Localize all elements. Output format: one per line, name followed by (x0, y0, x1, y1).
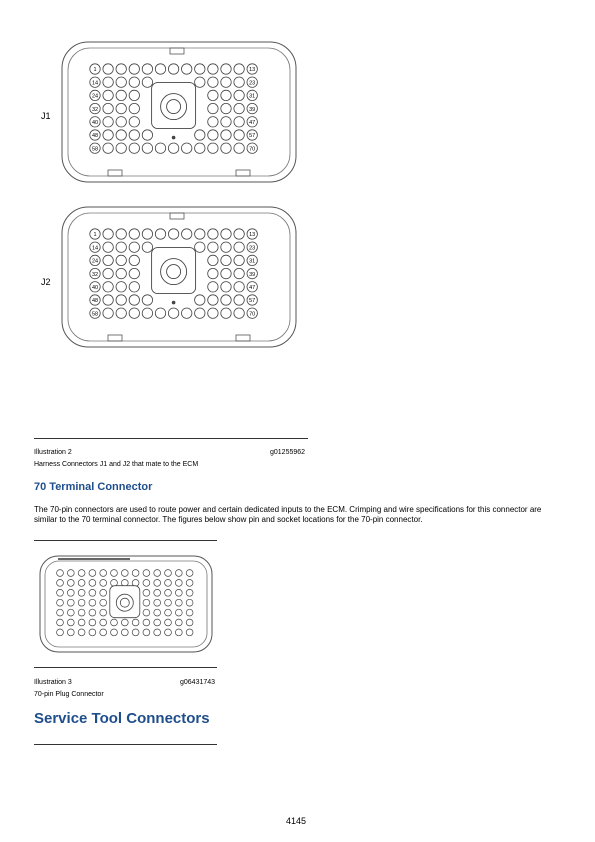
connector-j2-pin-label: 13 (249, 232, 256, 239)
connector-j2-index-dot (172, 301, 176, 305)
connector-j1-pin (103, 143, 113, 153)
connector-j2-pin (129, 282, 139, 292)
connector-j2-pin (155, 308, 165, 318)
connector-j2-pin-label: 40 (91, 285, 99, 291)
plug-pin (143, 599, 150, 606)
connector-j2-pin (116, 308, 126, 318)
figure-top-rule (34, 540, 217, 541)
connector-j1-pin (234, 103, 244, 113)
plug-pin (186, 599, 193, 606)
connector-j2-pin (168, 308, 178, 318)
connector-j2-pin (142, 308, 152, 318)
connector-j2-pin (208, 295, 218, 305)
plug-pin (175, 570, 182, 577)
connector-j2-pin-label: 39 (249, 271, 256, 278)
plug-pin (111, 580, 118, 587)
connector-j1-pin (221, 117, 231, 127)
plug-pin (100, 629, 107, 636)
connector-j1-pin (195, 77, 205, 87)
connector-j2-pin-label: 1 (93, 232, 97, 239)
connector-j1-pin (129, 143, 139, 153)
plug-pin (100, 599, 107, 606)
connector-j1-pin (208, 103, 218, 113)
connector-j2-pin (195, 242, 205, 252)
connector-j1-pin (116, 90, 126, 100)
connector-j2-pin (208, 308, 218, 318)
plug-pin (165, 619, 172, 626)
connector-j1-pin (142, 77, 152, 87)
plug-pin (78, 570, 85, 577)
illustration-label: Illustration 2 (34, 449, 72, 456)
plug-pin (165, 580, 172, 587)
illustration-code: g06431743 (180, 679, 216, 686)
section-heading: Service Tool Connectors (34, 710, 210, 727)
plug-pin (100, 580, 107, 587)
connector-j1-pin (142, 143, 152, 153)
connector-j2-pin (221, 255, 231, 265)
connector-j2-pin (142, 295, 152, 305)
plug-pin (154, 570, 161, 577)
plug-pin (111, 619, 118, 626)
plug-pin (57, 609, 64, 616)
plug-pin (175, 629, 182, 636)
connector-j2-pin (103, 229, 113, 239)
plug-pin (143, 619, 150, 626)
plug-pin (100, 609, 107, 616)
connector-j2-pin (234, 242, 244, 252)
connector-j2-pin-label: 31 (249, 258, 256, 265)
plug-pin (154, 609, 161, 616)
connector-j1-pin (103, 117, 113, 127)
connector-j2-pin (129, 295, 139, 305)
connector-j1-pin-label: 48 (91, 133, 99, 140)
plug-pin (89, 599, 96, 606)
plug-pin (100, 570, 107, 577)
plug-pin (175, 619, 182, 626)
connector-j2-pin (116, 242, 126, 252)
connector-j2-pin (182, 308, 192, 318)
connector-j1-receptacle (152, 83, 196, 129)
connector-j1-pin-label: 13 (249, 67, 256, 74)
connector-j2-pin-label: 57 (249, 298, 256, 305)
connector-j1-pin (195, 130, 205, 140)
connector-j1-pin (182, 64, 192, 74)
plug-pin (165, 570, 172, 577)
connector-j2-pin (195, 229, 205, 239)
plug-pin (154, 580, 161, 587)
plug-pin (132, 570, 139, 577)
connector-j2-pin (234, 229, 244, 239)
connector-j2-pin-label: 24 (91, 258, 99, 265)
plug-pin (121, 629, 128, 636)
connector-j2-pin (168, 229, 178, 239)
connector-j2-pin (142, 229, 152, 239)
plug-pin (78, 589, 85, 596)
plug-pin (143, 609, 150, 616)
connector-j2-pin (116, 282, 126, 292)
connector-j2-pin (116, 229, 126, 239)
plug-pin (143, 629, 150, 636)
illustration-code: g01255962 (270, 449, 306, 456)
connector-j1-pin (116, 143, 126, 153)
connector-j2-pin (103, 255, 113, 265)
plug-pin (89, 580, 96, 587)
plug-pin (89, 570, 96, 577)
illustration-caption: Harness Connectors J1 and J2 that mate to the ECM (34, 461, 199, 468)
connector-j2-tab (236, 335, 250, 341)
page-number: 4145 (286, 816, 307, 826)
connector-j1-pin (208, 130, 218, 140)
connector-j1-pin (168, 64, 178, 74)
plug-pin (89, 589, 96, 596)
plug-pin (57, 599, 64, 606)
connector-j1-pin (221, 90, 231, 100)
plug-pin (89, 619, 96, 626)
illustration-caption: 70-pin Plug Connector (34, 691, 104, 698)
connector-j2-pin (103, 268, 113, 278)
plug-pin (175, 589, 182, 596)
connector-j1-pin (129, 117, 139, 127)
connector-j1-pin (221, 64, 231, 74)
connector-j1-pin (182, 143, 192, 153)
plug-pin (154, 619, 161, 626)
connector-j1-pin (103, 130, 113, 140)
plug-pin (67, 599, 74, 606)
plug-pin (186, 619, 193, 626)
plug-pin (67, 589, 74, 596)
plug-pin (121, 570, 128, 577)
connector-j1-pin-label: 1 (93, 67, 97, 74)
plug-pin (186, 570, 193, 577)
connector-j1-pin (168, 143, 178, 153)
plug-pin (143, 580, 150, 587)
plug-pin (121, 619, 128, 626)
connector-j1-pin (208, 77, 218, 87)
connector-j2-pin (234, 282, 244, 292)
connector-j2-pin (234, 255, 244, 265)
connector-j2-label: J2 (41, 277, 51, 287)
connector-j2-pin-label: 23 (249, 245, 256, 252)
plug-pin (57, 619, 64, 626)
connector-j2-pin (234, 268, 244, 278)
connector-j1-pin (208, 143, 218, 153)
plug-pin (143, 589, 150, 596)
connector-j2-pin-label: 47 (249, 285, 256, 291)
plug-pin (186, 580, 193, 587)
plug-pin (100, 589, 107, 596)
connector-j2-pin-label: 48 (91, 298, 99, 305)
connector-j1-pin (103, 90, 113, 100)
connector-j2-pin (142, 242, 152, 252)
section-paragraph: The 70-pin connectors are used to route power and certain dedicated inputs to the ECM. Crimping and wire specifications for this connector are similar to the 70 terminal connector. The figures below show pin and socket locations for the 70-pin connector. (34, 505, 542, 524)
connector-j1-pin-label: 32 (91, 106, 99, 113)
connector-j1-pin (195, 143, 205, 153)
plug-pin (78, 599, 85, 606)
connector-j2-pin-label: 58 (91, 311, 99, 318)
connector-j2-pin (208, 255, 218, 265)
connector-j1-tab (236, 170, 250, 176)
plug-pin (186, 629, 193, 636)
connector-j2-pin (129, 268, 139, 278)
connector-j1-pin-label: 58 (91, 146, 99, 153)
caption-rule (34, 438, 308, 439)
plug-pin (89, 629, 96, 636)
plug-pin (111, 629, 118, 636)
connector-j1-pin (103, 64, 113, 74)
connector-j1-pin-label: 24 (91, 93, 99, 100)
plug-pin (143, 570, 150, 577)
connector-j2-pin (208, 242, 218, 252)
connector-j2-pin (116, 255, 126, 265)
connector-j2-pin (221, 268, 231, 278)
connector-j1-pin (221, 130, 231, 140)
connector-j1-pin (103, 103, 113, 113)
plug-pin (132, 629, 139, 636)
plug-pin (175, 609, 182, 616)
connector-j1-pin-label: 70 (249, 146, 256, 153)
connector-j1-pin (129, 130, 139, 140)
connector-j2-pin-label: 14 (91, 245, 99, 252)
connector-j1-pin-label: 40 (91, 120, 99, 126)
connector-j2-pin (234, 295, 244, 305)
plug-pin (67, 629, 74, 636)
plug-receptacle (110, 586, 140, 618)
connector-j1-pin-label: 14 (91, 80, 99, 87)
connector-j1-pin (142, 130, 152, 140)
plug-pin (154, 629, 161, 636)
plug-pin (165, 629, 172, 636)
connector-j1-pin (234, 77, 244, 87)
connector-j2-receptacle (152, 248, 196, 294)
connector-j2-pin (103, 282, 113, 292)
connector-j2-pin (208, 282, 218, 292)
connector-j1-pin-label: 31 (249, 93, 256, 100)
connector-j1-pin (142, 64, 152, 74)
plug-pin (154, 599, 161, 606)
plug-pin (57, 570, 64, 577)
plug-pin (57, 580, 64, 587)
plug-pin (132, 619, 139, 626)
plug-pin (165, 589, 172, 596)
connector-j1-pin (234, 90, 244, 100)
plug-pin (67, 570, 74, 577)
connector-j1-pin (234, 130, 244, 140)
plug-pin (111, 570, 118, 577)
plug-pin (67, 580, 74, 587)
plug-pin (57, 589, 64, 596)
connector-j1-pin (221, 77, 231, 87)
plug-pin (175, 580, 182, 587)
connector-j1-pin (221, 143, 231, 153)
connector-j1-pin (116, 64, 126, 74)
plug-pin (57, 629, 64, 636)
connector-j1-pin (234, 143, 244, 153)
plug-pin (78, 619, 85, 626)
caption-rule (34, 667, 217, 668)
connector-j1-pin (234, 64, 244, 74)
connector-j2-pin (208, 229, 218, 239)
connector-j1-index-dot (172, 136, 176, 140)
connector-j2-pin (195, 295, 205, 305)
connector-j1-pin (129, 64, 139, 74)
connector-j2-pin (103, 295, 113, 305)
connector-j2-pin (129, 242, 139, 252)
plug-pin (100, 619, 107, 626)
connector-j2-pin (129, 229, 139, 239)
plug-pin (121, 580, 128, 587)
section-heading: 70 Terminal Connector (34, 481, 153, 493)
connector-j2-pin-label: 70 (249, 311, 256, 318)
connector-j1-pin (234, 117, 244, 127)
connector-j1-pin-label: 47 (249, 120, 256, 126)
connector-j2-pin (116, 268, 126, 278)
connector-j2-pin (116, 295, 126, 305)
connector-j2-pin (221, 282, 231, 292)
connector-j1-pin (103, 77, 113, 87)
connector-j1-key (170, 48, 184, 54)
connector-j2-pin (129, 308, 139, 318)
connector-j1-pin (195, 64, 205, 74)
plug-pin (78, 580, 85, 587)
connector-j2-pin (129, 255, 139, 265)
connector-j1-pin (129, 77, 139, 87)
connector-j1-pin (208, 117, 218, 127)
connector-j1-pin (208, 90, 218, 100)
connector-j2-pin-label: 32 (91, 271, 99, 278)
plug-pin (165, 609, 172, 616)
connector-j2-tab (108, 335, 122, 341)
plug-pin (132, 580, 139, 587)
connector-j1-pin (155, 143, 165, 153)
plug-pin (78, 609, 85, 616)
connector-j1-pin (116, 77, 126, 87)
section-rule (34, 744, 217, 745)
connector-j2-key (170, 213, 184, 219)
connector-j2-pin (234, 308, 244, 318)
plug-pin (154, 589, 161, 596)
connector-j1-pin (116, 130, 126, 140)
connector-j2-pin (103, 308, 113, 318)
connector-j1-pin (221, 103, 231, 113)
plug-pin (67, 609, 74, 616)
connector-j1-pin-label: 23 (249, 80, 256, 87)
plug-pin (186, 589, 193, 596)
connector-j2-pin (221, 308, 231, 318)
plug-pin (89, 609, 96, 616)
plug-pin (165, 599, 172, 606)
plug-pin (67, 619, 74, 626)
connector-j2-pin (221, 295, 231, 305)
connector-j1-pin (116, 117, 126, 127)
connector-j2-pin (221, 242, 231, 252)
connector-j1-label: J1 (41, 111, 51, 121)
connector-j1-pin (129, 103, 139, 113)
connector-j1-pin-label: 39 (249, 106, 256, 113)
connector-j1-tab (108, 170, 122, 176)
connector-j1-pin-label: 57 (249, 133, 256, 140)
connector-j2-pin (195, 308, 205, 318)
connector-j1-pin (155, 64, 165, 74)
connector-j2-pin (155, 229, 165, 239)
connector-j1-pin (116, 103, 126, 113)
connector-j2-pin (182, 229, 192, 239)
connector-j1-pin (129, 90, 139, 100)
plug-pin (186, 609, 193, 616)
connector-j1-pin (208, 64, 218, 74)
plug-pin (78, 629, 85, 636)
connector-j2-pin (208, 268, 218, 278)
connector-j2-pin (221, 229, 231, 239)
illustration-label: Illustration 3 (34, 679, 72, 686)
connector-j2-pin (103, 242, 113, 252)
plug-pin (175, 599, 182, 606)
